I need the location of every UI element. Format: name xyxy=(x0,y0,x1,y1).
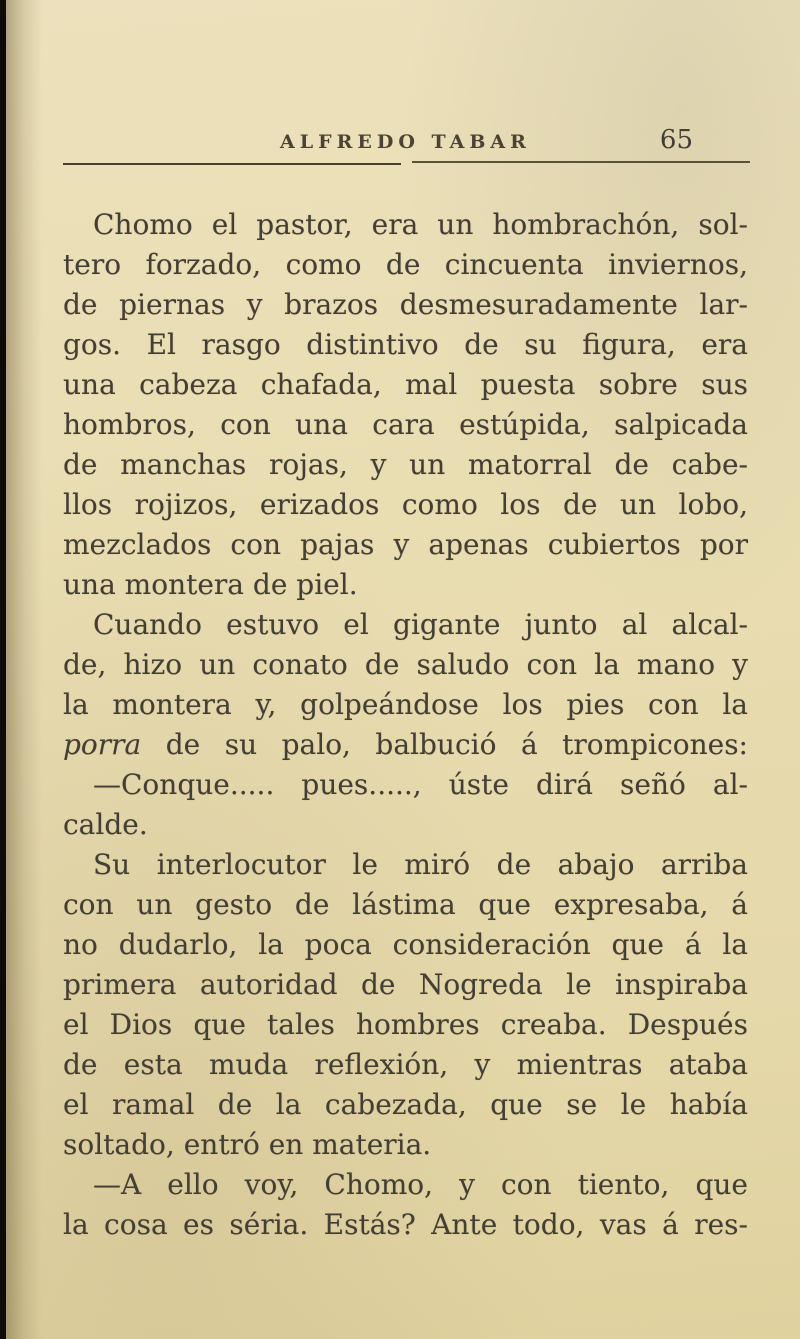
running-title: ALFREDO TABAR xyxy=(280,131,531,153)
italic-word: porra xyxy=(63,728,142,761)
text-line: tero forzado, como de cincuenta inviernos, xyxy=(63,248,748,281)
text-line: hombros, con una cara estúpida, salpicada xyxy=(63,408,748,441)
text-line: —A ello voy, Chomo, y con tiento, que xyxy=(93,1168,748,1201)
text-line xyxy=(63,725,748,765)
text-line: no dudarlo, la poca consideración que á la xyxy=(63,928,748,961)
text-line: una montera de piel. xyxy=(63,568,358,601)
text-line: una cabeza chafada, mal puesta sobre sus xyxy=(63,368,748,401)
text-line: Su interlocutor le miró de abajo arriba xyxy=(93,848,748,881)
text-line: —Conque..... pues....., úste dirá señó al- xyxy=(93,768,748,801)
text-line: de piernas y brazos desmesuradamente lar- xyxy=(63,288,748,321)
page-edge-shadow xyxy=(6,0,42,1339)
text-line: de manchas rojas, y un matorral de cabe- xyxy=(63,448,748,481)
text-line: Cuando estuvo el gigante junto al alcal- xyxy=(93,608,748,641)
text-line: mezclados con pajas y apenas cubiertos por xyxy=(63,528,748,561)
text-line-rest: de su palo, balbució á trompicones: xyxy=(165,728,748,761)
text-line: llos rojizos, erizados como los de un lobo, xyxy=(63,488,748,521)
text-line: primera autoridad de Nogreda le inspiraba xyxy=(63,968,748,1001)
text-line: la montera y, golpeándose los pies con la xyxy=(63,688,748,721)
text-line: gos. El rasgo distintivo de su figura, era xyxy=(63,328,748,361)
text-line: de esta muda reflexión, y mientras ataba xyxy=(63,1048,748,1081)
text-line: de, hizo un conato de saludo con la mano y xyxy=(63,648,748,681)
text-line: la cosa es séria. Estás? Ante todo, vas á res- xyxy=(63,1208,748,1241)
text-line: Chomo el pastor, era un hombrachón, sol- xyxy=(93,208,748,241)
text-line: calde. xyxy=(63,808,148,841)
header-rule-left-segment xyxy=(63,163,401,165)
text-line: con un gesto de lástima que expresaba, á xyxy=(63,888,748,921)
page-number: 65 xyxy=(659,125,693,155)
page-body xyxy=(63,205,748,1245)
header-rule-right-segment xyxy=(412,161,750,163)
header-rule xyxy=(63,161,750,165)
text-line: soltado, entró en materia. xyxy=(63,1128,432,1161)
text-line: el Dios que tales hombres creaba. Después xyxy=(63,1008,748,1041)
text-line: el ramal de la cabezada, que se le había xyxy=(63,1088,748,1121)
running-header xyxy=(63,125,748,163)
